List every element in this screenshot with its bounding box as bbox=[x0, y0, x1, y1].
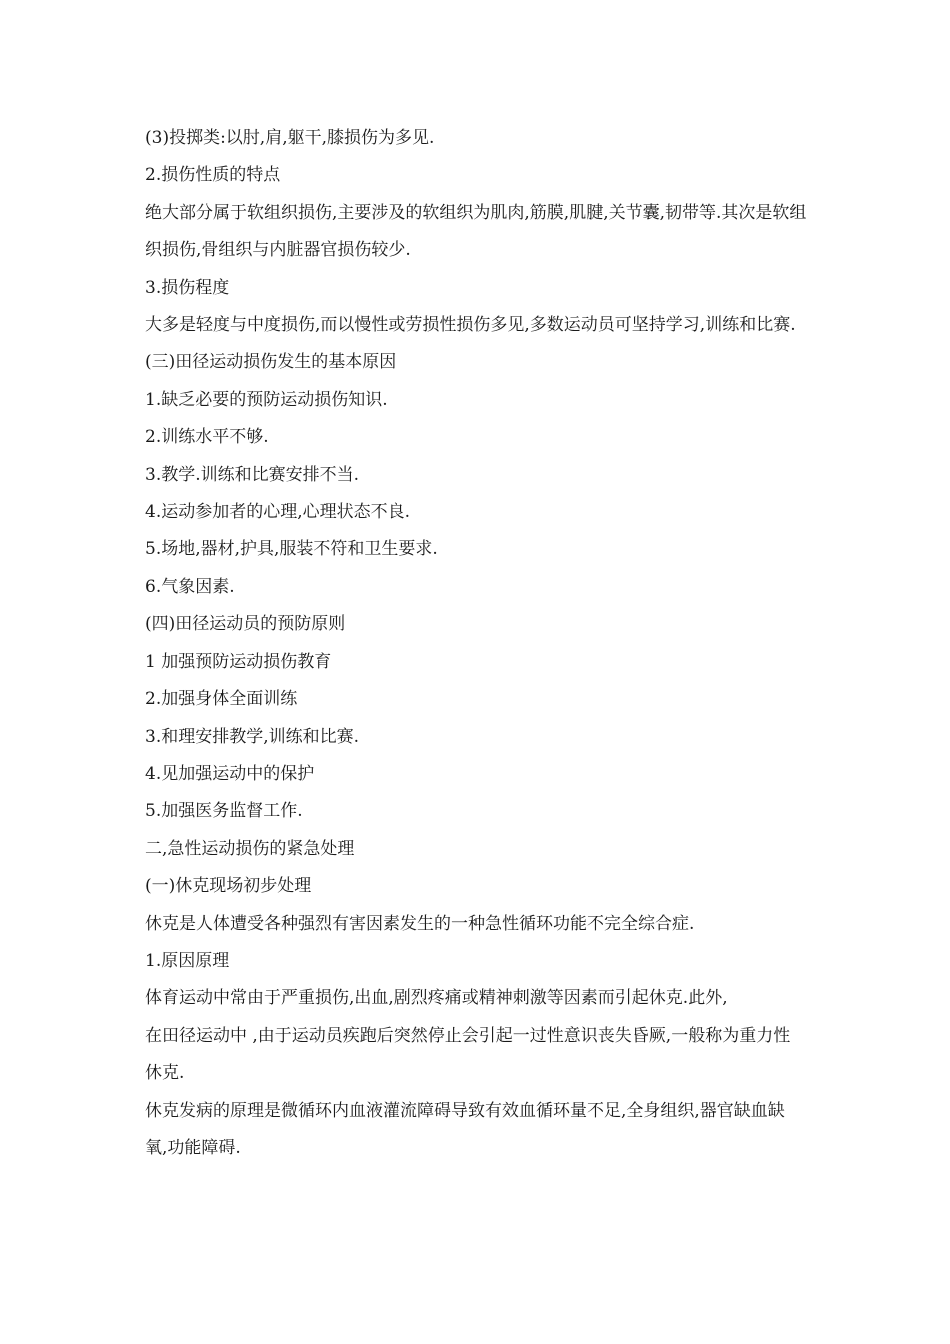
list-item-cause-2: 2.训练水平不够. bbox=[145, 427, 269, 448]
list-item-principle-2: 2.加强身体全面训练 bbox=[145, 689, 298, 710]
heading-cause-mechanism: 1.原因原理 bbox=[145, 950, 230, 971]
list-item-cause-4: 4.运动参加者的心理,心理状态不良. bbox=[145, 502, 411, 523]
heading-basic-causes: (三)田径运动损伤发生的基本原因 bbox=[145, 352, 397, 373]
heading-prevention-principles: (四)田径运动员的预防原则 bbox=[145, 614, 346, 635]
list-item-principle-5: 5.加强医务监督工作. bbox=[145, 801, 303, 822]
list-item-principle-4: 4.见加强运动中的保护 bbox=[145, 763, 315, 784]
list-item-principle-3: 3.和理安排教学,训练和比赛. bbox=[145, 726, 360, 747]
heading-injury-degree: 3.损伤程度 bbox=[145, 277, 230, 298]
paragraph-shock-mechanism: 休克发病的原理是微循环内血液灌流障碍导致有效血循环量不足,全身组织,器官缺血缺氧,功能障碍. bbox=[145, 1100, 785, 1158]
list-item-principle-1: 1 加强预防运动损伤教育 bbox=[145, 651, 332, 672]
list-item-cause-6: 6.气象因素. bbox=[145, 576, 235, 597]
heading-emergency-treatment: 二,急性运动损伤的紧急处理 bbox=[145, 838, 355, 859]
list-item-cause-3: 3.教学.训练和比赛安排不当. bbox=[145, 464, 360, 485]
list-item-cause-1: 1.缺乏必要的预防运动损伤知识. bbox=[145, 389, 388, 410]
heading-shock-treatment: (一)休克现场初步处理 bbox=[145, 876, 312, 897]
paragraph-throwing-injuries: (3)投掷类:以肘,肩,躯干,膝损伤为多见. bbox=[145, 128, 435, 148]
paragraph-shock-causes: 体育运动中常由于严重损伤,出血,剧烈疼痛或精神刺激等因素而引起休克.此外, bbox=[145, 988, 728, 1009]
list-item-cause-5: 5.场地,器材,护具,服装不符和卫生要求. bbox=[145, 539, 438, 560]
document-body bbox=[145, 120, 807, 1167]
heading-injury-nature: 2.损伤性质的特点 bbox=[145, 165, 281, 186]
paragraph-soft-tissue: 绝大部分属于软组织损伤,主要涉及的软组织为肌肉,筋膜,肌腱,关节囊,韧带等.其次是软组织损伤,骨组织与内脏器官损伤较少. bbox=[145, 202, 807, 261]
paragraph-injury-degree: 大多是轻度与中度损伤,而以慢性或劳损性损伤多见,多数运动员可坚持学习,训练和比赛. bbox=[145, 315, 796, 336]
paragraph-gravity-shock: 在田径运动中 ,由于运动员疾跑后突然停止会引起一过性意识丧失昏厥,一般称为重力性休克. bbox=[145, 1025, 791, 1084]
paragraph-shock-definition: 休克是人体遭受各种强烈有害因素发生的一种急性循环功能不完全综合症. bbox=[145, 913, 695, 934]
